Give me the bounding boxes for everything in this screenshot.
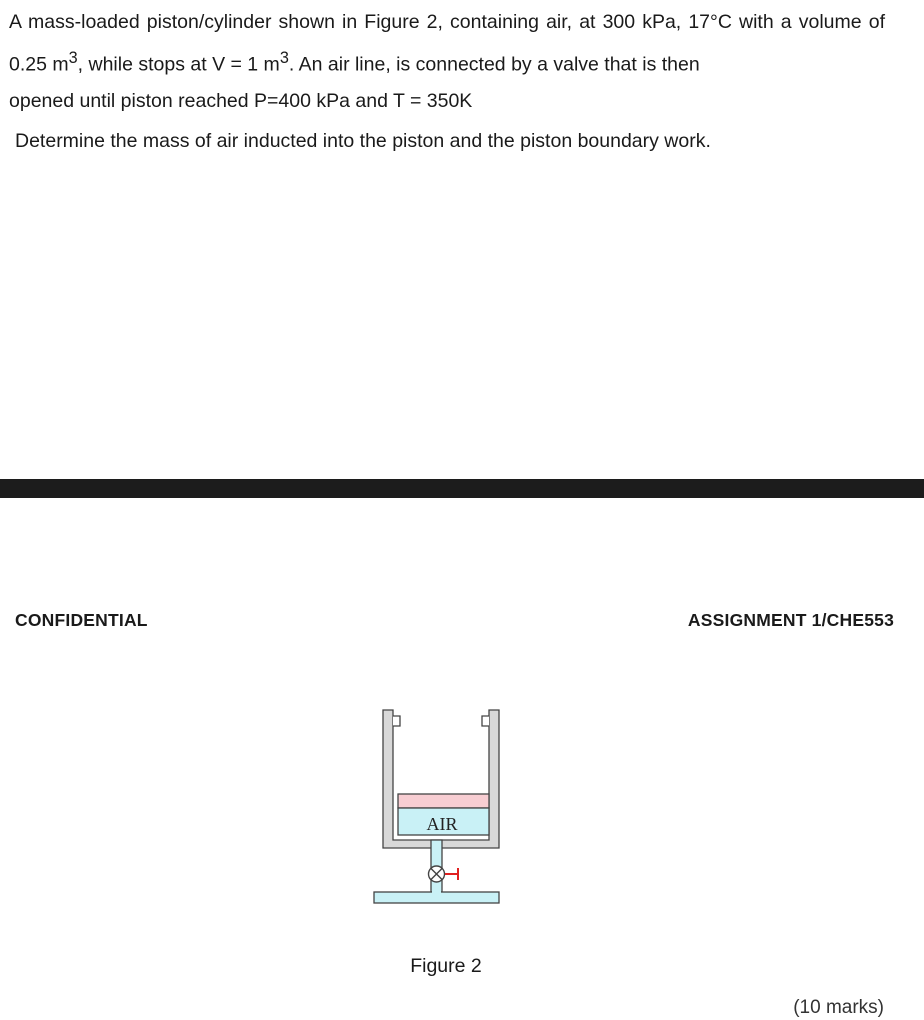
problem-statement bbox=[9, 4, 885, 119]
piston-cylinder-figure bbox=[370, 700, 510, 912]
problem-text-1: A mass-loaded piston/cylinder shown in Figure 2, containing air, at 300 kPa, 17°C with a volume of 0.25 m bbox=[9, 11, 885, 76]
page-divider bbox=[0, 479, 924, 498]
right-stop bbox=[482, 716, 489, 726]
confidential-header: CONFIDENTIAL bbox=[15, 610, 148, 630]
marks-label: (10 marks) bbox=[793, 997, 884, 1018]
problem-text-2: , while stops at V = 1 m bbox=[77, 53, 280, 76]
assignment-header: ASSIGNMENT 1/CHE553 bbox=[687, 610, 894, 630]
problem-text-4: opened until piston reached P=400 kPa and T = 350K bbox=[9, 89, 473, 112]
superscript-cube-1: 3 bbox=[68, 49, 78, 67]
problem-text-3: . An air line, is connected by a valve that is then bbox=[288, 53, 700, 76]
piston bbox=[398, 794, 489, 808]
figure-caption bbox=[0, 954, 924, 978]
figure-caption-text: Figure 2 bbox=[410, 955, 482, 977]
question-text: Determine the mass of air inducted into the piston and the piston boundary work. bbox=[15, 130, 711, 152]
piston-cylinder-diagram bbox=[370, 700, 510, 912]
air-label: AIR bbox=[426, 814, 458, 834]
superscript-cube-2: 3 bbox=[279, 49, 289, 67]
left-stop bbox=[393, 716, 400, 726]
